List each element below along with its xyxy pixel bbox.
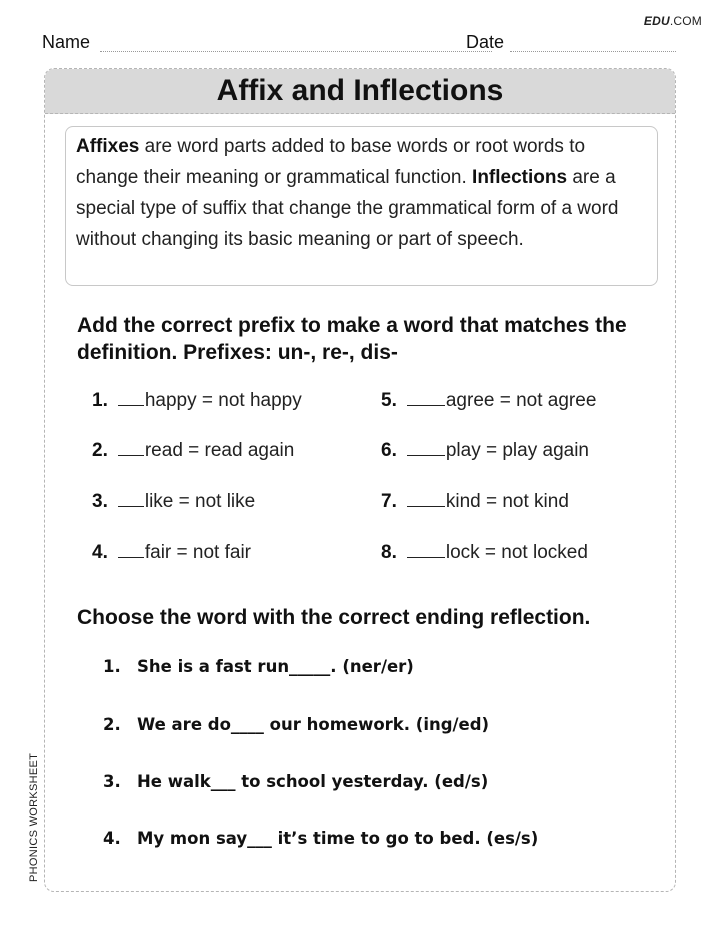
inflection-item: 4. My mon say___ it’s time to go to bed. (es/s) xyxy=(103,829,539,848)
brand-logo: EDU.COM xyxy=(643,14,702,28)
worksheet-card xyxy=(44,68,676,892)
prefix-item: 7. kind = not kind xyxy=(381,491,569,512)
answer-blank xyxy=(118,404,144,406)
name-date-row xyxy=(42,32,676,54)
inflection-item: 3. He walk___ to school yesterday. (ed/s) xyxy=(103,772,489,791)
definition-box xyxy=(65,126,658,286)
prefix-item: 3. like = not like xyxy=(92,491,256,512)
inflection-item: 2. We are do____ our homework. (ing/ed) xyxy=(103,715,490,734)
prefix-item: 2. read = read again xyxy=(92,440,295,461)
answer-blank xyxy=(407,454,445,456)
term-inflections: Inflections xyxy=(472,167,568,188)
inflection-item: 1. She is a fast run_____. (ner/er) xyxy=(103,657,414,676)
worksheet-title: Affix and Inflections xyxy=(216,74,504,107)
prefix-item: 6. play = play again xyxy=(381,440,589,461)
side-label: PHONICS WORKSHEET xyxy=(28,752,40,882)
title-bar xyxy=(45,69,675,114)
term-affixes: Affixes xyxy=(76,136,140,157)
answer-blank xyxy=(118,454,144,456)
date-line xyxy=(510,51,676,52)
prefix-item: 8. lock = not locked xyxy=(381,542,588,563)
answer-blank xyxy=(407,505,445,507)
prefix-item: 5. agree = not agree xyxy=(381,390,597,411)
inflection-instruction: Choose the word with the correct ending reflection. xyxy=(77,606,591,629)
prefix-item: 4. fair = not fair xyxy=(92,542,251,563)
answer-blank xyxy=(407,404,445,406)
name-label: Name xyxy=(42,32,91,52)
name-line xyxy=(100,51,492,52)
prefix-item: 1. happy = not happy xyxy=(92,390,302,411)
answer-blank xyxy=(118,505,144,507)
answer-blank xyxy=(407,556,445,558)
prefix-instruction: Add the correct prefix to make a word that matches the definition. Prefixes: un-, re-, dis- xyxy=(77,314,627,364)
inflections-definition: are a special type of suffix that change the grammatical form of a word without changing its basic meaning or part of speech. xyxy=(76,167,619,250)
affixes-definition: are word parts added to base words or root words to change their meaning or grammatical function. xyxy=(76,136,586,188)
date-label: Date xyxy=(466,32,505,52)
answer-blank xyxy=(118,556,144,558)
